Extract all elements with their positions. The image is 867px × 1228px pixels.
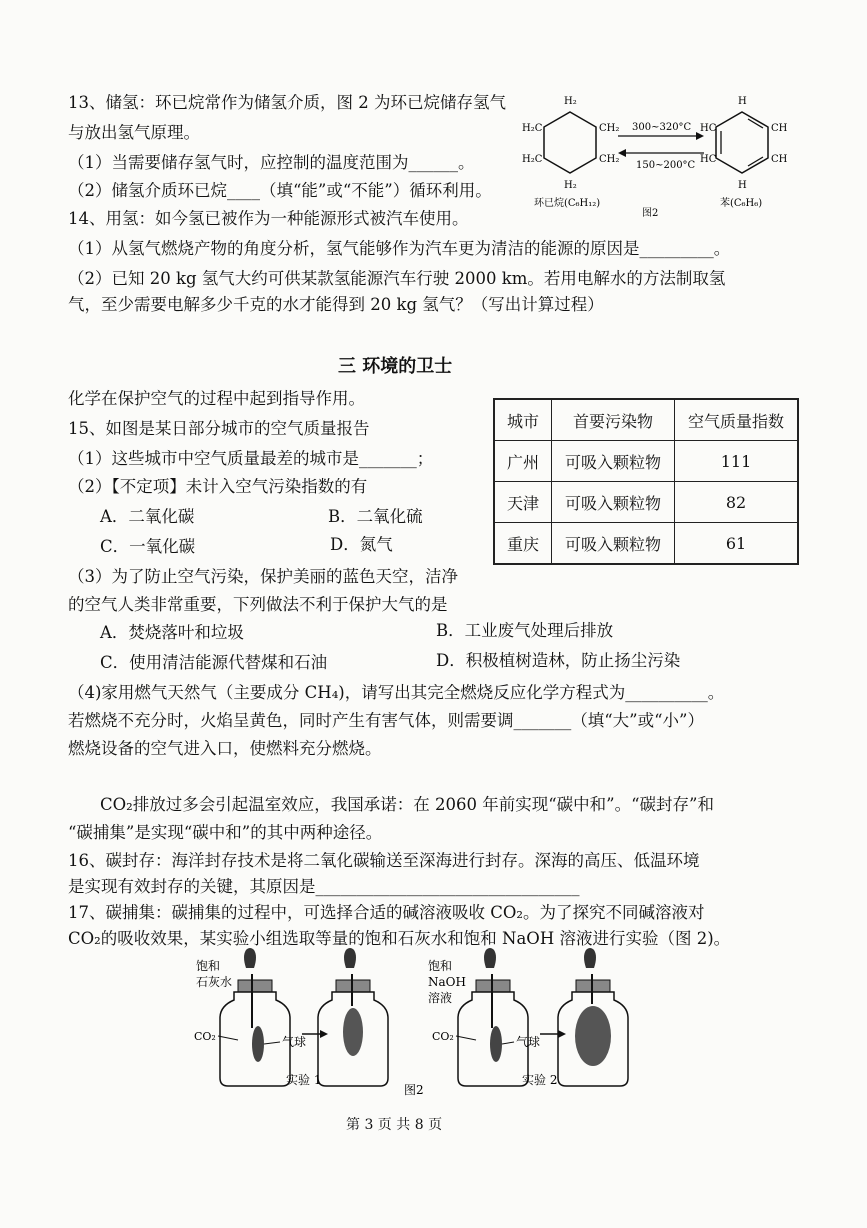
table-row [494,482,798,523]
table-cell: 天津 [494,482,552,523]
arrow-bottom-temp: 150~200°C [636,160,696,171]
exp2-naoh-label-1: 饱和 [428,959,453,973]
table-cell: 61 [675,523,799,565]
air-quality-table [493,398,799,565]
q15-line1: 15、如图是某日部分城市的空气质量报告 [68,419,370,438]
exp2-bottle-after [558,948,628,1086]
cyclo-h2c-ll: H₂C [522,154,543,165]
table-cell: 广州 [494,441,552,482]
benzene-hc-ul: HC [700,123,717,134]
experiment-figure [190,948,650,1098]
q15-sub4-cont1: 若燃烧不充分时，火焰呈黄色，同时产生有害气体，则需要调_______（填“大”或“小”） [68,711,704,730]
table-cell: 可吸入颗粒物 [552,482,675,523]
table-header: 空气质量指数 [675,399,799,441]
q16-line2: 是实现有效封存的关键，其原因是________________________________ [68,877,580,896]
table-cell: 82 [675,482,799,523]
exp2-naoh-label-2: NaOH [428,975,466,989]
exp2-bottle-before [458,948,528,1086]
table-cell: 可吸入颗粒物 [552,523,675,565]
figure-2-caption: 图2 [642,208,659,219]
q14-line1: 14、用氢：如今氢已被作为一种能源形式被汽车使用。 [68,209,469,228]
table-cell: 可吸入颗粒物 [552,441,675,482]
q17-line2: CO₂的吸收效果，某实验小组选取等量的饱和石灰水和饱和 NaOH 溶液进行实验（图 2)。 [68,929,731,948]
q15-option-a: A．二氧化碳 [100,507,195,526]
q13-line2: 与放出氢气原理。 [68,123,200,142]
exp2-balloon-label: 气球 [516,1035,541,1049]
q13-sub2: （2）储氢介质环已烷____（填“能”或“不能”）循环利用。 [68,181,492,200]
exp1-caption: 实验 1 [286,1073,322,1087]
q15-sub1: （1）这些城市中空气质量最差的城市是_______； [68,449,434,468]
q15-intro: 化学在保护空气的过程中起到指导作用。 [68,389,365,408]
exp1-bottle-after [318,948,388,1086]
exp2-caption: 实验 2 [522,1073,558,1087]
benzene-top-h: H [738,96,747,107]
benzene-hc-ll: HC [700,154,717,165]
benzene-label: 苯(C₆H₆) [720,198,763,209]
q15-option-b: B．二氧化硫 [328,507,423,526]
q15-sub3-option-c: C．使用清洁能源代替煤和石油 [100,653,328,672]
table-row [494,441,798,482]
q14-sub2-cont: 气，至少需要电解多少千克的水才能得到 20 kg 氢气？（写出计算过程） [68,295,604,314]
section-title: 三 环境的卫士 [338,356,453,377]
q13-sub1: （1）当需要储存氢气时，应控制的温度范围为______。 [68,153,475,172]
q15-sub2: （2）【不定项】未计入空气污染指数的有 [68,477,368,496]
hydrogen-storage-figure [520,88,800,220]
q16-line1: 16、碳封存：海洋封存技术是将二氧化碳输送至深海进行封存。深海的高压、低温环境 [68,851,700,870]
cyclo-h2c-ul: H₂C [522,123,543,134]
exp2-co2-label: CO₂ [432,1030,454,1043]
co2-intro-line2: “碳捕集”是实现“碳中和”的其中两种途径。 [68,823,383,842]
table-cell: 重庆 [494,523,552,565]
exp1-lime-label-1: 饱和 [196,959,221,973]
q14-sub2: （2）已知 20 kg 氢气大约可供某款氢能源汽车行驶 2000 km。若用电解水的方法制取氢 [68,269,726,288]
cyclo-top-h2: H₂ [564,96,577,107]
q15-option-c: C．一氧化碳 [100,537,196,556]
q15-sub3-option-d: D．积极植树造林，防止扬尘污染 [436,651,681,670]
q17-line1: 17、碳捕集：碳捕集的过程中，可选择合适的碱溶液吸收 CO₂。为了探究不同碱溶液对 [68,903,705,922]
q14-sub1: （1）从氢气燃烧产物的角度分析，氢气能够作为汽车更为清洁的能源的原因是_________。 [68,239,731,258]
q15-sub3-cont: 的空气人类非常重要，下列做法不利于保护大气的是 [68,595,448,614]
table-header: 城市 [494,399,552,441]
co2-intro-line1: CO₂排放过多会引起温室效应，我国承诺：在 2060 年前实现“碳中和”。“碳封存”和 [100,795,714,814]
table-header-row [494,399,798,441]
q15-sub4: （4)家用燃气天然气（主要成分 CH₄)，请写出其完全燃烧反应化学方程式为__________。 [68,683,725,702]
table-row [494,523,798,565]
exp1-balloon-label: 气球 [282,1035,307,1049]
page-number: 第 3 页 共 8 页 [346,1117,443,1133]
benzene-bottom-h: H [738,180,747,191]
table-cell: 111 [675,441,799,482]
exp1-co2-label: CO₂ [194,1030,216,1043]
experiment-figure-caption: 图2 [404,1083,424,1097]
cyclo-bottom-h2: H₂ [564,180,577,191]
benzene-ch-ur: CH [771,123,788,134]
cyclo-ch2-ur: CH₂ [599,123,620,134]
q15-sub3-option-b: B．工业废气处理后排放 [436,621,614,640]
q15-option-d: D．氮气 [330,535,393,554]
cyclohexane-label: 环已烷(C₆H₁₂) [534,198,601,209]
exp2-naoh-label-3: 溶液 [428,991,453,1005]
exp1-lime-label-2: 石灰水 [196,975,233,989]
exp1-bottle-before [220,948,290,1086]
arrow-top-temp: 300~320°C [632,122,692,133]
benzene-ch-lr: CH [771,154,788,165]
q15-sub3-option-a: A．焚烧落叶和垃圾 [100,623,244,642]
cyclo-ch2-lr: CH₂ [599,154,620,165]
q15-sub4-cont2: 燃烧设备的空气进入口，使燃料充分燃烧。 [68,739,382,758]
q13-line1: 13、储氢：环已烷常作为储氢介质，图 2 为环已烷储存氢气 [68,93,506,112]
q15-sub3: （3）为了防止空气污染，保护美丽的蓝色天空，洁净 [68,567,458,586]
table-header: 首要污染物 [552,399,675,441]
